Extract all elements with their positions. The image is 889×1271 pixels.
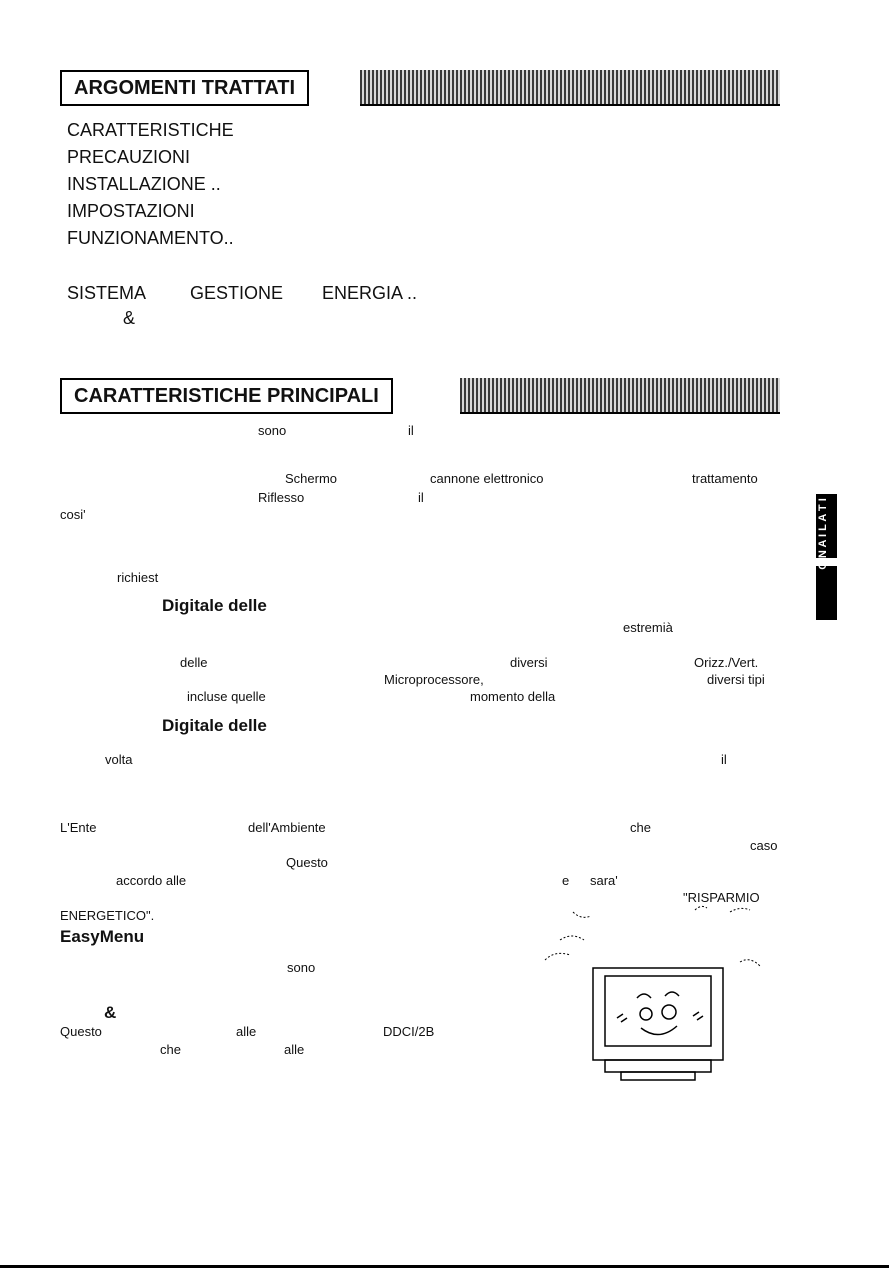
body-text: che <box>160 1042 181 1057</box>
toc-item-5: FUNZIONAMENTO.. <box>67 228 234 248</box>
body-text: Questo <box>286 855 328 870</box>
toc-energy-1: SISTEMA <box>67 283 147 303</box>
features-header-label: CARATTERISTICHE PRINCIPALI <box>60 378 393 414</box>
body-text: "RISPARMIO <box>683 890 760 905</box>
toc-item-4: IMPOSTAZIONI <box>67 201 195 221</box>
body-text: sono <box>258 423 287 438</box>
body-text: momento della <box>470 689 556 704</box>
toc-header-label: ARGOMENTI TRATTATI <box>60 70 309 106</box>
toc-energy-2: GESTIONE <box>190 283 284 303</box>
toc-ampersand: & <box>123 308 136 328</box>
body-text: diversi <box>510 655 548 670</box>
body-text: Schermo <box>285 471 338 486</box>
body-text: il <box>721 752 727 767</box>
body-text: alle <box>284 1042 305 1057</box>
body-text: accordo alle <box>116 873 187 888</box>
side-tab-letters <box>816 494 837 620</box>
body-text: diversi tipi <box>707 672 765 687</box>
section-heading: EasyMenu <box>60 927 145 946</box>
body-text: incluse quelle <box>187 689 266 704</box>
body-text: delle <box>180 655 208 670</box>
body-text: L'Ente <box>60 820 97 835</box>
features-header-bar <box>460 378 780 414</box>
body-text: volta <box>105 752 133 767</box>
toc-item-1: CARATTERISTICHE <box>67 120 234 140</box>
body-text: DDCI/2B <box>383 1024 435 1039</box>
body-text: Questo <box>60 1024 102 1039</box>
body-text: richiest <box>117 570 159 585</box>
body-text: alle <box>236 1024 257 1039</box>
body-text: e <box>562 873 570 888</box>
body-text: trattamento <box>692 471 758 486</box>
body-text: estremià <box>623 620 673 635</box>
smiling-monitor-illustration <box>535 890 775 1090</box>
body-text: & <box>104 1003 117 1022</box>
body-text: caso <box>750 838 778 853</box>
features-header <box>60 378 780 414</box>
toc-energy-3: ENERGIA .. <box>322 283 418 303</box>
body-text: sara' <box>590 873 618 888</box>
body-text: Microprocessore, <box>384 672 484 687</box>
section-heading: Digitale delle <box>162 596 267 615</box>
side-language-tab <box>816 494 837 620</box>
body-text: che <box>630 820 651 835</box>
body-text: cosi' <box>60 507 86 522</box>
body-text: ENERGETICO". <box>60 908 155 923</box>
toc-header <box>60 70 780 106</box>
body-text: il <box>408 423 414 438</box>
body-text: Orizz./Vert. <box>694 655 759 670</box>
body-text: sono <box>287 960 316 975</box>
body-text: il <box>418 490 424 505</box>
bottom-rule <box>0 1265 889 1268</box>
section-heading: Digitale delle <box>162 716 267 735</box>
body-text: Riflesso <box>258 490 305 505</box>
body-text: cannone elettronico <box>430 471 544 486</box>
toc-item-2: PRECAUZIONI <box>67 147 191 167</box>
body-text: dell'Ambiente <box>248 820 326 835</box>
side-tab-text: O N A I L A T I <box>817 498 829 570</box>
toc-item-3: INSTALLAZIONE .. <box>67 174 221 194</box>
toc-header-bar <box>360 70 780 106</box>
